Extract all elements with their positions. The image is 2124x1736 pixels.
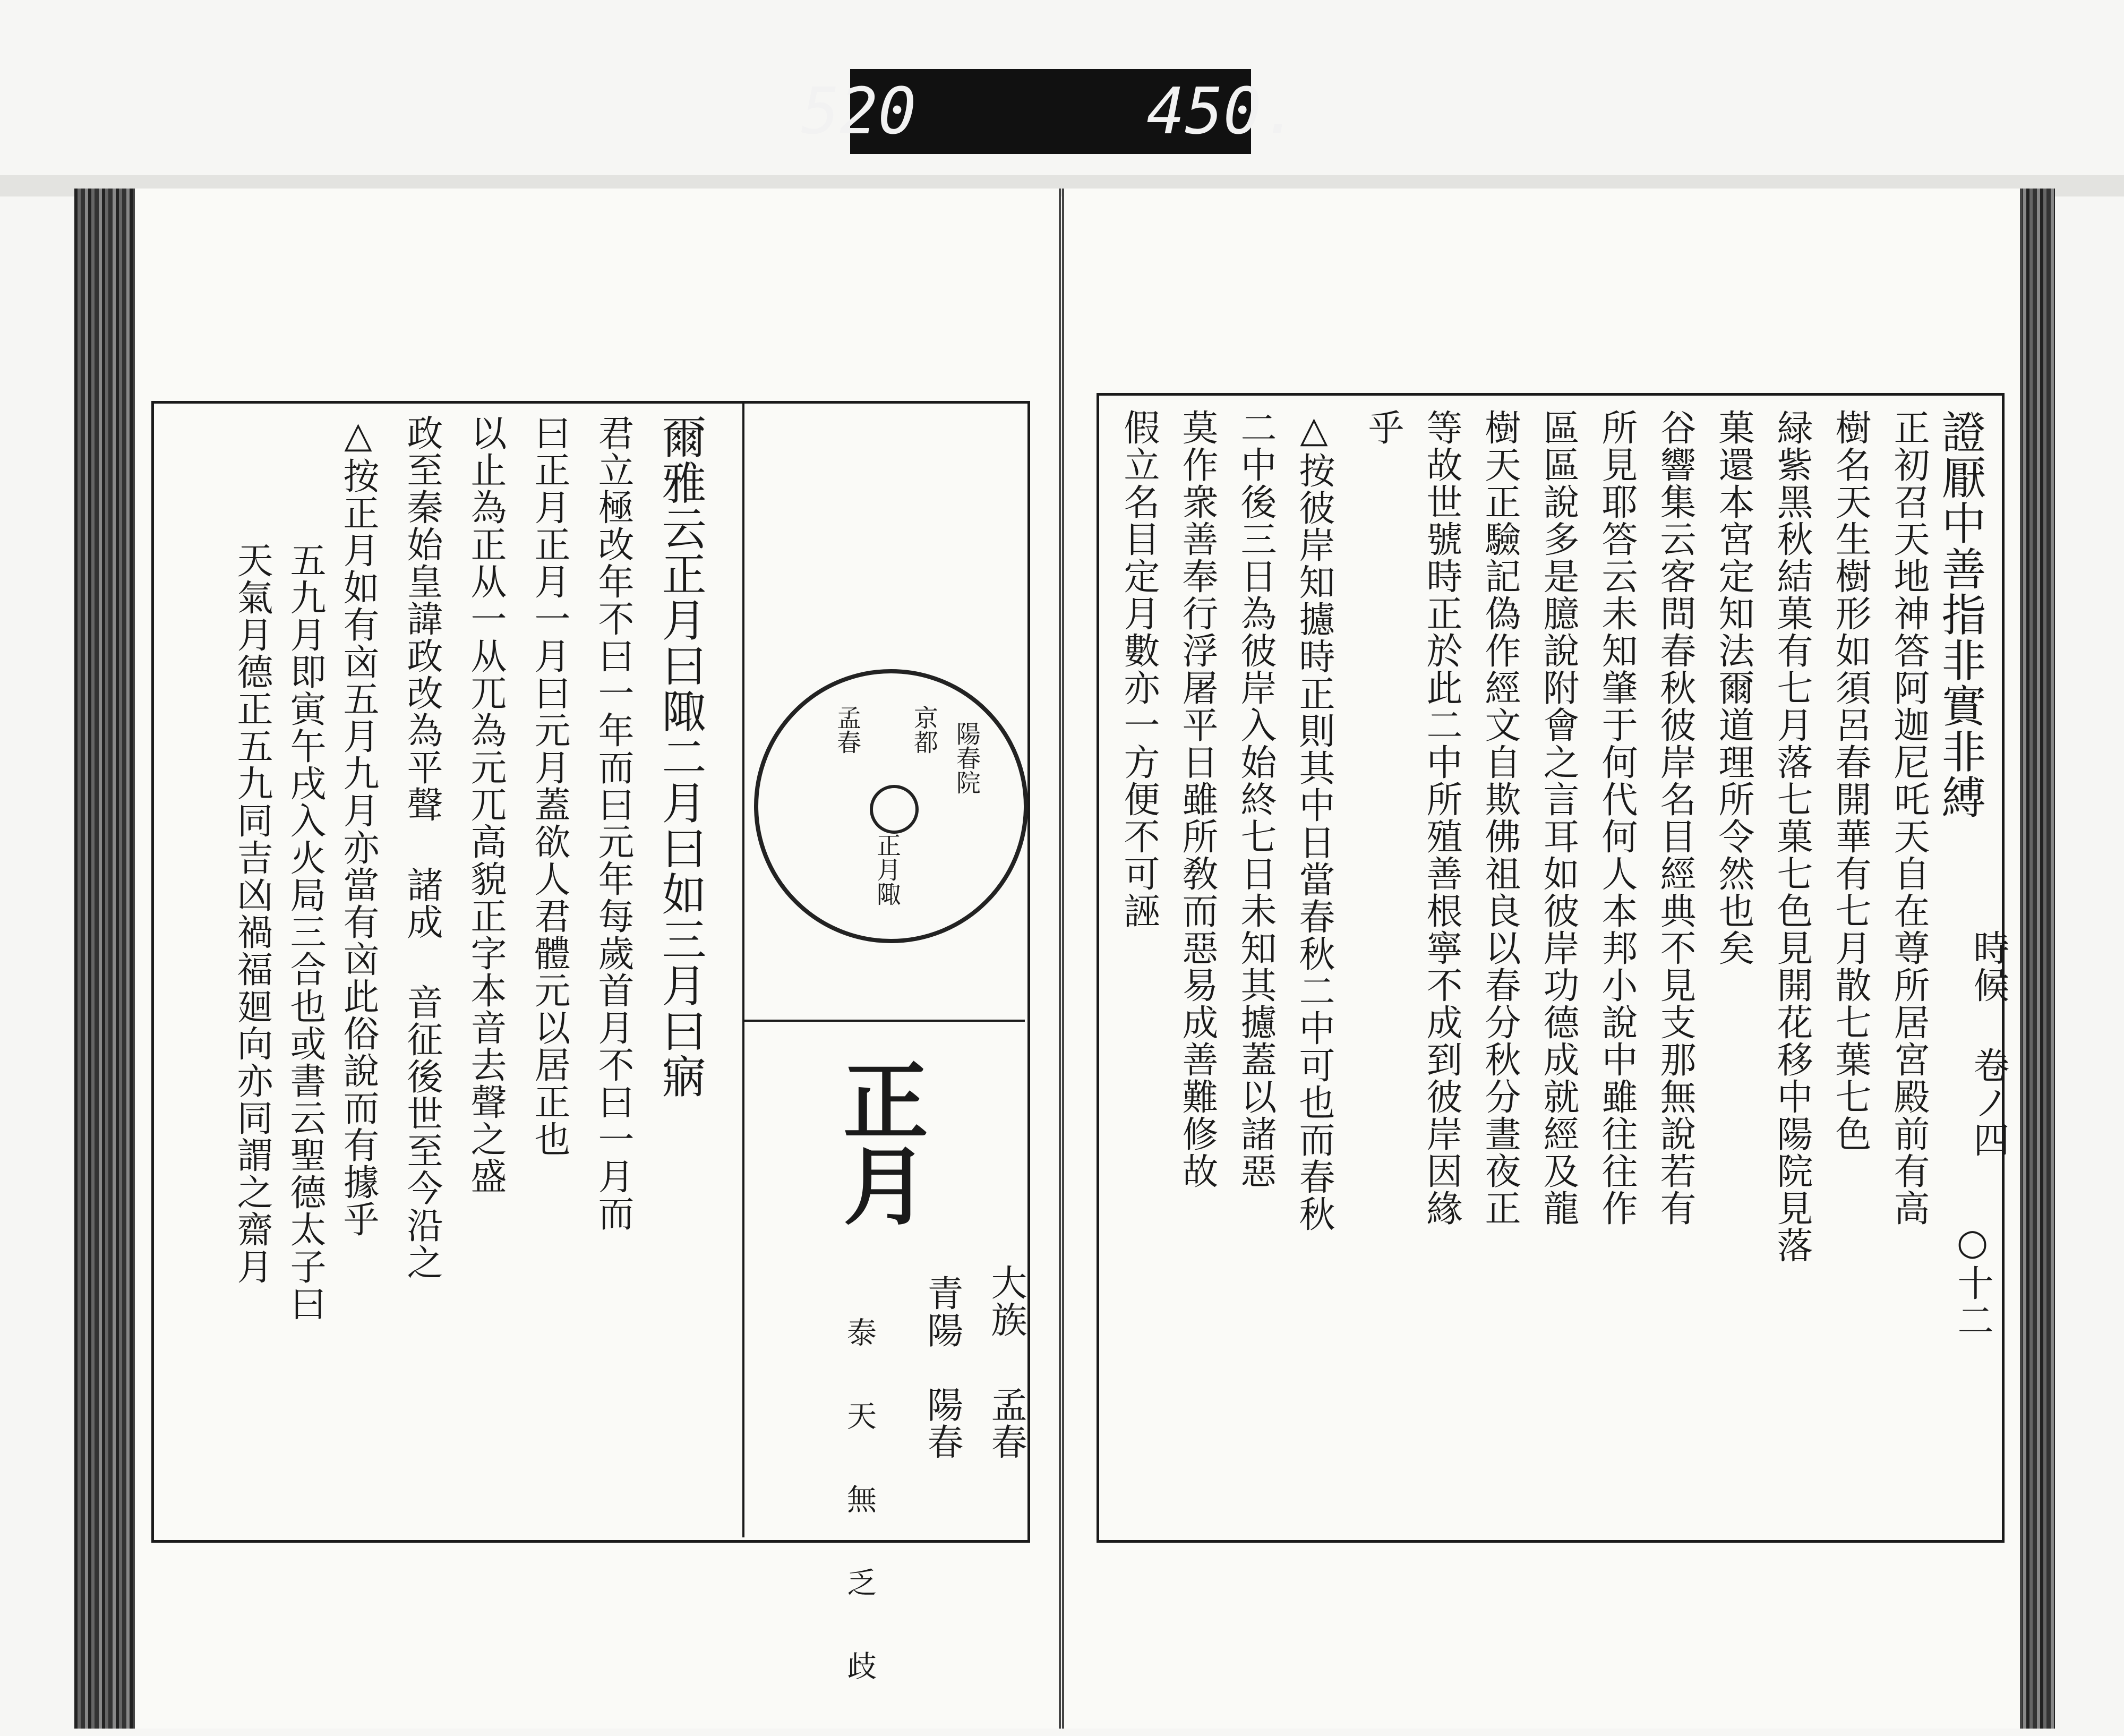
left-column-8: 天氣月德正五九同吉凶禍福廻向亦同謂之齋月 (231, 542, 273, 1285)
archive-number-left: 520 (801, 74, 917, 149)
right-column-8: 樹天正驗記偽作經文自欺佛祖良以春分秋分晝夜正 (1479, 409, 1521, 1227)
left-column-7: 五九月即寅午戌入火局三合也或書云聖德太子曰 (284, 542, 326, 1322)
right-column-12: 二中後三日為彼岸入始終七日未知其攄蓋以諸惡 (1235, 409, 1277, 1190)
left-column-6: △按正月如有㐫五月九月亦當有㐫此俗說而有據乎 (337, 414, 379, 1238)
right-column-10: 乎 (1362, 409, 1404, 446)
right-column-6: 所見耶答云未知肇于何代何人本邦小說中雖往往作 (1596, 409, 1638, 1227)
left-column-5: 政至秦始皇諱政改為平聲 諸成 音征後世至今沿之 (401, 414, 443, 1281)
right-column-11: △按彼岸知攄時正則其中日當春秋二中可也而春秋 (1293, 409, 1335, 1233)
right-column-5: 谷響集云客問春秋彼岸名目經典不見支那無說若有 (1654, 409, 1696, 1227)
alias-name-1: 孟春 (985, 1386, 1027, 1460)
right-header-title: 證厭中善指非實非縛 (1934, 409, 1986, 820)
right-column-9: 等故世號時正於此二中所殖善根寧不成到彼岸因緣 (1420, 409, 1462, 1227)
right-column-3: 緑紫黑秋結菓有七月落七菓七色見開花移中陽院見落 (1771, 409, 1813, 1264)
seal-stamp (754, 669, 1028, 943)
seal-center-ring (870, 785, 919, 834)
right-column-4: 菓還本宮定知法爾道理所令然也矣 (1712, 409, 1754, 967)
seal-text-3: 孟春 (833, 705, 862, 754)
section-title: 正月 (829, 1057, 929, 1227)
right-column-14: 假立名目定月數亦一方便不可誣 (1118, 409, 1160, 929)
left-column-1: 爾雅云正月曰陬二月曰如三月曰寎 (655, 414, 707, 1099)
seal-text-1: 陽春院 (953, 721, 981, 794)
left-column-2: 君立極改年不曰一年而曰元年每歲首月不曰一月而 (592, 414, 634, 1232)
book-spine-left (74, 189, 133, 1729)
alias-role-1: 大族 (985, 1264, 1027, 1338)
label-gap (917, 75, 1146, 149)
right-column-2: 樹名天生樹形如須呂春開華有七月散七葉七色 (1829, 409, 1871, 1152)
alias-name-2: 陽春 (921, 1386, 963, 1460)
right-column-13: 莫作衆善奉行浮屠平日雖所敎而惡易成善難修故 (1176, 409, 1218, 1190)
left-frame-horizontal-divider (742, 1020, 1025, 1022)
left-frame-divider (742, 404, 744, 1537)
alias-role-2: 青陽 (921, 1275, 963, 1349)
left-column-3: 曰正月正月一月曰元月蓋欲人君體元以居正也 (528, 414, 570, 1158)
page-number: ○十二 (1951, 1221, 1993, 1339)
seal-text-4: 正月陬 (873, 833, 902, 906)
seal-text-2: 京都 (910, 705, 939, 754)
archive-number-right: 450. (1146, 74, 1300, 149)
right-column-7: 區區說多是臆說附會之言耳如彼岸功德成就經及龍 (1537, 409, 1579, 1227)
left-column-4: 以止為正从一从兀為元兀高貌正字本音去聲之盛 (465, 414, 507, 1195)
running-head: 時候 卷ノ四 (1967, 929, 2009, 1158)
left-text-frame (151, 401, 1030, 1543)
archive-number-label (801, 69, 1300, 154)
alias-role-3: 泰 天 無 乏 歧 (842, 1317, 877, 1690)
right-column-1: 正初召天地神答阿迦尼吒天自在尊所居宮殿前有高 (1888, 409, 1930, 1227)
